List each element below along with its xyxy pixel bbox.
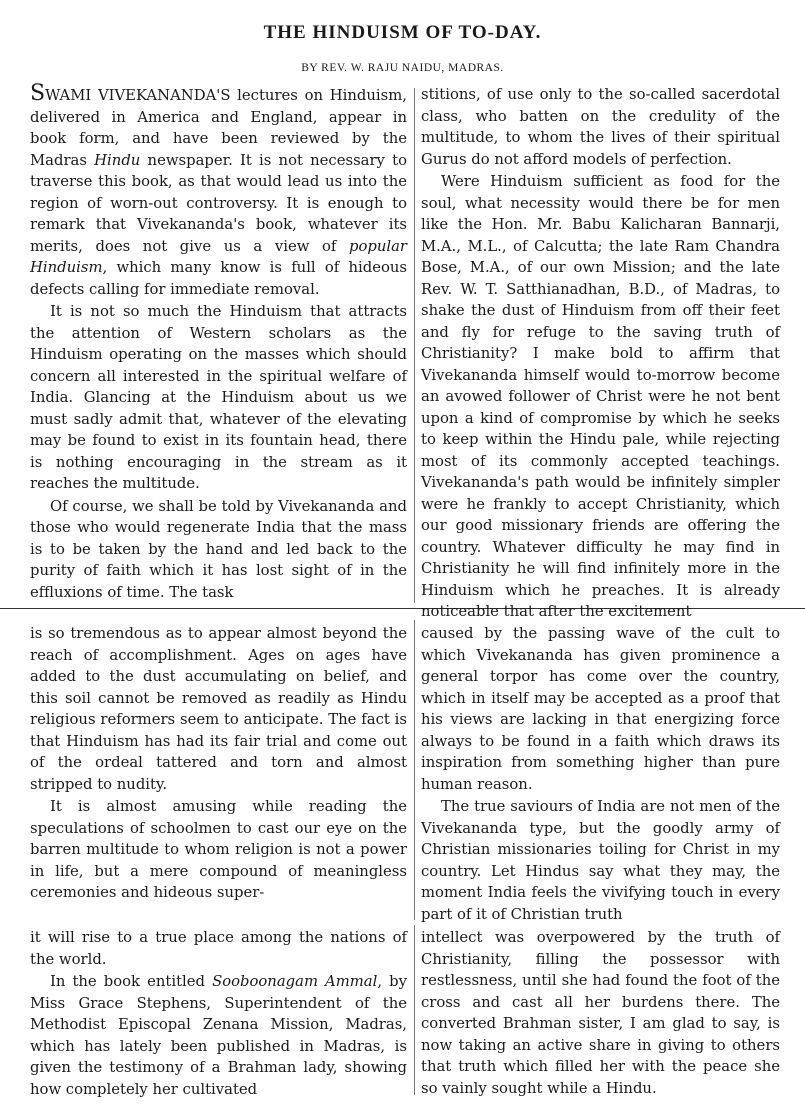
- paragraph: is so tremendous as to appear almost beyond the reach of accomplishment. Ages on ages have added to the dust accumulating on belief, and this soil cannot be removed as readily as Hindu religious reformers seem to anticipate. The fact is that Hinduism has had its fair trial and come out of the ordeal tattered and torn and almost stripped to nudity.: [30, 625, 407, 793]
- drop-cap: S: [30, 81, 46, 106]
- text-run: WAMI VIVEKANANDA'S lectures on Hinduism, delivered in America and England, appear in book form, and have been reviewed by the Madras: [30, 87, 407, 169]
- column-5: [30, 927, 407, 1100]
- text-run: , by Miss Grace Stephens, Superintendent of the Methodist Episcopal Zenana Mission, Madras, which has lately been published in Madras, is given the testimony of a Brahman lady, showing how completely her cultivated: [30, 973, 407, 1098]
- paragraph: It is almost amusing while reading the speculations of schoolmen to cast our eye on the barren multitude to whom religion is not a power in life, but a mere compound of meaningless ceremonies and hideous super-: [30, 798, 407, 901]
- column-2: [421, 84, 780, 623]
- paragraph: Of course, we shall be told by Vivekananda and those who would regenerate India that the mass is to be taken by the hand and led back to the purity of faith which it has lost sight of in the effluxions of time. The task: [30, 497, 407, 601]
- paragraph: it will rise to a true place among the nations of the world.: [30, 929, 407, 968]
- paragraph: [30, 971, 407, 1100]
- column-divider: [414, 88, 415, 603]
- column-4: [421, 623, 780, 925]
- paragraph: stitions, of use only to the so-called sacerdotal class, who batten on the credulity of the multitude, to whom the lives of their spiritual Gurus do not afford models of perfection.: [421, 86, 780, 168]
- column-divider: [414, 620, 415, 920]
- article-byline: BY REV. W. RAJU NAIDU, MADRAS.: [301, 62, 504, 74]
- column-divider: [414, 925, 415, 1095]
- paragraph: Were Hinduism sufficient as food for the soul, what necessity would there be for men like the Hon. Mr. Babu Kalicharan Bannarji, M.A., M.L., of Calcutta; the late Ram Chandra Bose, M.A., of our own Mission; and the late Rev. W. T. Satthianadhan, B.D., of Madras, to shake the dust of Hinduism from off their feet and fly for refuge to the saving truth of Christianity? I make bold to affirm that Vivekananda himself would to-morrow become an avowed follower of Christ were he not bent upon a kind of compromise by which he seeks to keep within the Hindu pale, while rejecting most of its commonly accepted teachings. Vivekananda's path would be infinitely simpler were he frankly to accept Christianity, which our good missionary friends are offering the country. Whatever difficulty he may find in Christianity he will find infinitely more in the Hinduism which he preaches. It is already noticeable that after the excitement: [421, 173, 780, 620]
- newspaper-name: Hindu: [94, 151, 141, 169]
- text-run: In the book entitled: [50, 973, 213, 990]
- paragraph: The true saviours of India are not men of the Vivekananda type, but the goodly army of Christian missionaries toiling for Christ in my country. Let Hindus say what they may, the moment India feels the vivifying touch in every part of it of Christian truth: [421, 798, 780, 923]
- column-1: [30, 81, 407, 603]
- paragraph: intellect was overpowered by the truth of Christianity, filling the possessor with restlessness, until she had found the foot of the cross and cast all her burdens there. The converted Brahman sister, I am glad to say, is now taking an active share in giving to others that truth which filled her with the peace she so vainly sought while a Hindu.: [421, 929, 780, 1097]
- column-3: [30, 623, 407, 904]
- text-run: newspaper. It is not necessary to traverse this book, as that would lead us into the region of worn-out controversy. It is enough to remark that Vivekananda's book, whatever its merits, does not give us a view of: [30, 151, 407, 255]
- column-6: [421, 927, 780, 1099]
- emphasized-text: popular Hinduism: [30, 237, 407, 276]
- article-title: THE HINDUISM OF TO-DAY.: [263, 22, 542, 43]
- book-title: Sooboonagam Ammal: [212, 973, 378, 990]
- text-run: , which many know is full of hideous defects calling for immediate removal.: [30, 259, 407, 298]
- paragraph: [30, 81, 407, 300]
- paragraph: It is not so much the Hinduism that attracts the attention of Western scholars as the Hinduism operating on the masses which should concern all interested in the spiritual welfare of India. Glancing at the Hinduism about us we must sadly admit that, whatever of the elevating may be found to exist in its fountain head, there is nothing encouraging in the stream as it reaches the multitude.: [30, 303, 407, 492]
- paragraph: caused by the passing wave of the cult to which Vivekananda has given prominence a general torpor has come over the country, which in itself may be accepted as a proof that his views are lacking in that energizing force always to be found in a faith which draws its inspiration from something higher than pure human reason.: [421, 625, 780, 793]
